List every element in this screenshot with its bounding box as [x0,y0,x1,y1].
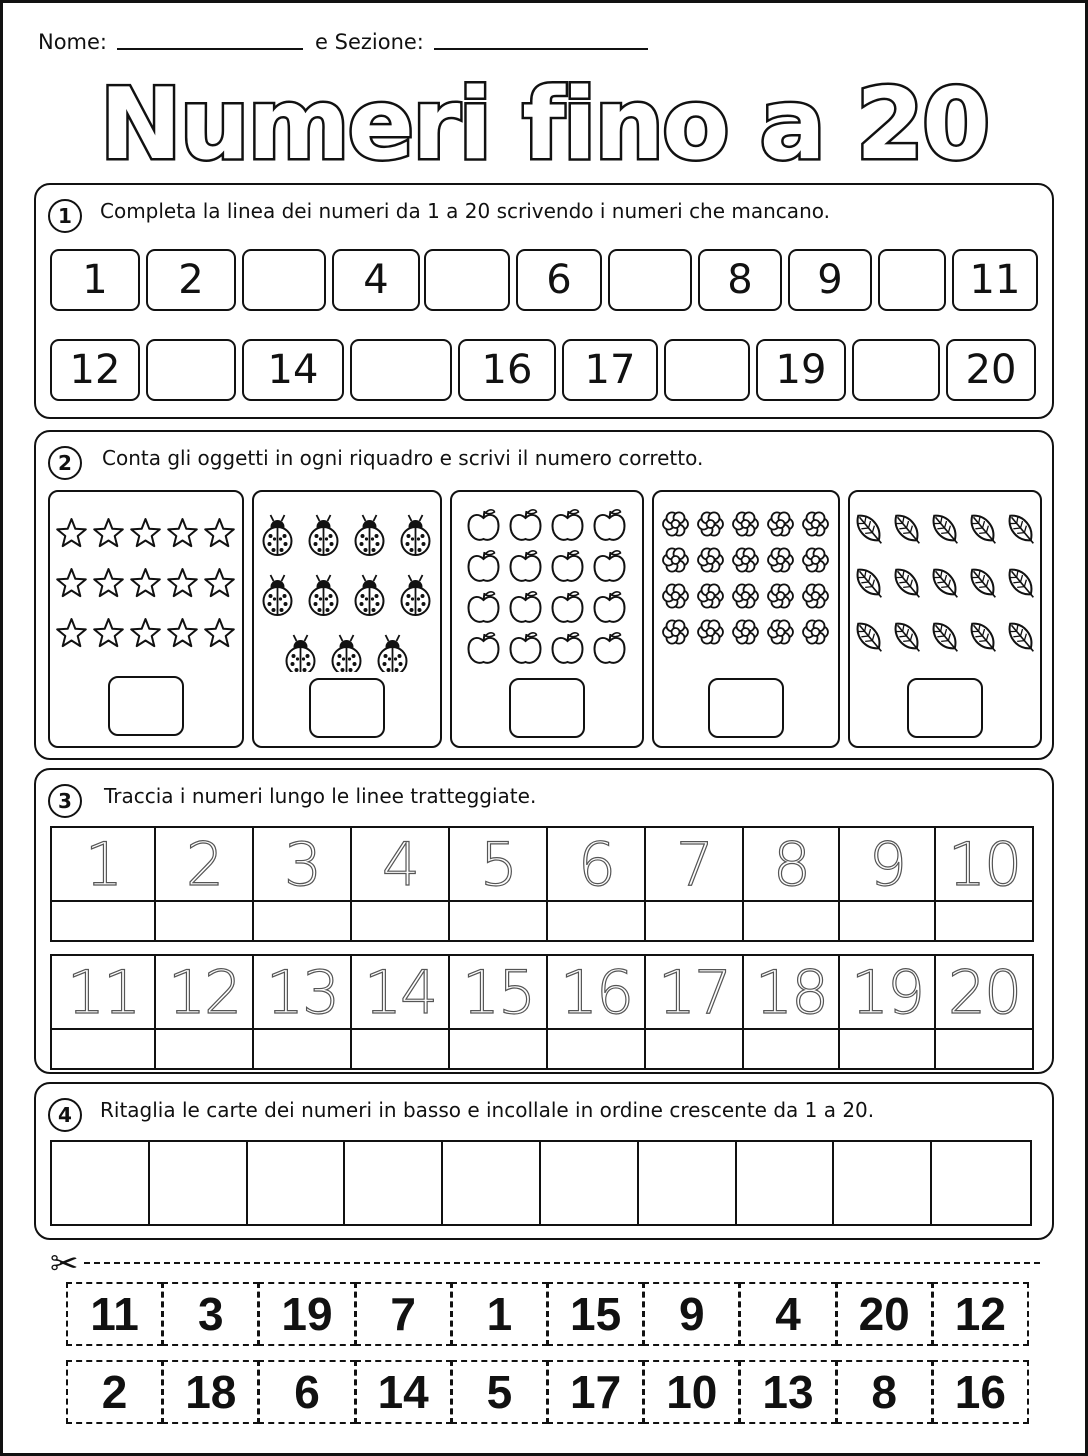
number-card[interactable]: 9 [643,1282,740,1346]
apple-icon [511,592,541,622]
flower-icon [803,512,828,535]
writing-line [646,1028,742,1030]
apple-icon [469,551,499,581]
trace-number[interactable]: 4 [381,830,419,900]
leaf-icon [852,510,888,548]
trace-cell [936,956,1032,1068]
trace-cell [936,828,1032,940]
trace-cell [840,828,936,940]
apple-icon [553,592,583,622]
ladybug-icon [310,515,338,555]
flower-icon [698,584,723,607]
trace-cell [52,828,156,940]
number-box: 4 [332,249,420,311]
trace-number[interactable]: 3 [283,830,321,900]
leaf-icon [966,618,1002,656]
answer-box[interactable] [309,678,385,738]
ladybug-icon [356,515,384,555]
star-icon [131,569,160,596]
star-icon [131,619,160,646]
number-card[interactable]: 20 [836,1282,933,1346]
star-icon [94,569,123,596]
apple-icon [511,510,541,540]
writing-line [254,1028,350,1030]
paste-grid [50,1140,1032,1226]
leaf-icon [1004,510,1039,548]
section-label: e Sezione: [315,30,424,54]
trace-number[interactable]: 2 [185,830,223,900]
number-card[interactable]: 10 [643,1360,740,1424]
star-icon [168,519,197,546]
flower-icon [768,584,793,607]
missing-number-box[interactable] [664,339,750,401]
number-card[interactable]: 11 [66,1282,163,1346]
section-3-instruction: Traccia i numeri lungo le linee tratteggiate. [104,784,537,808]
missing-number-box[interactable] [146,339,236,401]
objects-group [452,492,641,672]
paste-cell[interactable] [541,1142,639,1224]
star-icon [131,519,160,546]
number-card[interactable]: 13 [739,1360,836,1424]
star-icon [168,619,197,646]
trace-number[interactable]: 17 [657,958,731,1028]
leaf-icon [966,564,1002,602]
paste-cell[interactable] [737,1142,835,1224]
number-card[interactable]: 5 [451,1360,548,1424]
paste-cell[interactable] [52,1142,150,1224]
flower-icon [733,584,758,607]
writing-line [548,900,644,902]
apple-icon [511,551,541,581]
objects-group [254,492,439,672]
flower-icon [803,548,828,571]
writing-line [548,1028,644,1030]
number-card[interactable]: 14 [355,1360,452,1424]
leaf-icon [890,564,926,602]
flower-icon [733,512,758,535]
apple-icon [553,633,583,663]
answer-box[interactable] [708,678,784,738]
writing-line [936,900,1032,902]
page-title-text: Numeri fino a 20 [99,68,989,174]
paste-cell[interactable] [443,1142,541,1224]
section-4-badge: 4 [48,1098,82,1132]
number-card[interactable]: 6 [258,1360,355,1424]
leaf-icon [1004,618,1039,656]
apple-icon [553,551,583,581]
leaf-icon [852,564,888,602]
section-field[interactable] [434,48,648,50]
number-box: 17 [562,339,658,401]
star-icon [205,569,234,596]
section-ordering [34,1082,1054,1240]
leaf-icon [928,618,964,656]
leaf-icon [1004,564,1039,602]
flower-icon [768,548,793,571]
trace-number[interactable]: 10 [947,830,1021,900]
number-card[interactable]: 1 [451,1282,548,1346]
objects-group [850,492,1039,672]
apple-icon [511,633,541,663]
trace-cell [254,828,352,940]
flower-icon [733,620,758,643]
star-icon [57,569,86,596]
number-card[interactable]: 3 [162,1282,259,1346]
ladybug-icon [287,635,315,672]
writing-line [450,1028,546,1030]
trace-cell [352,828,450,940]
number-box: 20 [946,339,1036,401]
missing-number-box[interactable] [242,249,326,311]
trace-cell [744,956,840,1068]
missing-number-box[interactable] [852,339,940,401]
leaf-icon [890,510,926,548]
apple-icon [553,510,583,540]
number-card[interactable]: 7 [355,1282,452,1346]
flower-icon [663,584,688,607]
number-card[interactable]: 12 [932,1282,1029,1346]
paste-cell[interactable] [932,1142,1030,1224]
writing-line [52,1028,154,1030]
number-box: 6 [516,249,602,311]
flower-icon [698,620,723,643]
leaf-icon [928,564,964,602]
flower-icon [803,584,828,607]
flower-icon [768,512,793,535]
number-box: 1 [50,249,140,311]
writing-line [744,1028,838,1030]
number-card[interactable]: 17 [547,1360,644,1424]
answer-box[interactable] [509,678,585,738]
star-icon [57,619,86,646]
paste-cell[interactable] [248,1142,346,1224]
trace-number[interactable]: 20 [947,958,1021,1028]
objects-group [50,492,241,672]
writing-line [936,1028,1032,1030]
writing-line [352,1028,448,1030]
paste-cell[interactable] [345,1142,443,1224]
trace-number[interactable]: 11 [66,958,140,1028]
leaf-icon [928,510,964,548]
paste-cell[interactable] [150,1142,248,1224]
section-tracing [34,768,1054,1074]
apple-icon [469,633,499,663]
trace-number[interactable]: 15 [461,958,535,1028]
trace-number[interactable]: 8 [772,830,810,900]
paste-cell[interactable] [834,1142,932,1224]
leaf-icon [852,618,888,656]
writing-line [352,900,448,902]
section-1-badge: 1 [48,199,82,233]
trace-number[interactable]: 9 [868,830,906,900]
number-card[interactable]: 19 [258,1282,355,1346]
ladybug-icon [379,635,407,672]
name-row [38,24,660,54]
ladybug-icon [402,515,430,555]
answer-box[interactable] [108,676,184,736]
answer-box[interactable] [907,678,983,738]
star-icon [94,519,123,546]
star-icon [57,519,86,546]
cut-line [84,1262,1040,1264]
flower-icon [663,620,688,643]
writing-line [156,900,252,902]
apple-icon [595,592,625,622]
apple-icon [595,510,625,540]
star-icon [205,519,234,546]
flower-icon [698,512,723,535]
trace-number[interactable]: 5 [479,830,517,900]
section-counting [34,430,1054,760]
trace-cell [254,956,352,1068]
section-number-line [34,183,1054,419]
trace-cell [156,828,254,940]
paste-cell[interactable] [639,1142,737,1224]
leaf-icon [890,618,926,656]
ladybug-icon [356,575,384,615]
trace-number[interactable]: 18 [754,958,828,1028]
writing-line [646,900,742,902]
flower-icon [663,512,688,535]
writing-line [52,900,154,902]
leaf-icon [966,510,1002,548]
section-2-instruction: Conta gli oggetti in ogni riquadro e scrivi il numero corretto. [102,446,704,470]
trace-cell [744,828,840,940]
flower-icon [803,620,828,643]
number-box: 14 [242,339,344,401]
ladybug-icon [333,635,361,672]
ladybug-icon [264,515,292,555]
writing-line [450,900,546,902]
writing-line [840,900,934,902]
counting-panel [252,490,442,748]
trace-cell [352,956,450,1068]
number-card[interactable]: 18 [162,1360,259,1424]
missing-number-box[interactable] [878,249,946,311]
trace-number[interactable]: 1 [84,830,122,900]
number-card[interactable]: 2 [66,1360,163,1424]
objects-group [654,492,837,672]
trace-cell [450,956,548,1068]
trace-row-1 [50,826,1034,942]
trace-cell [840,956,936,1068]
flower-icon [698,548,723,571]
trace-number[interactable]: 14 [363,958,437,1028]
counting-panel [450,490,644,748]
trace-cell [646,956,744,1068]
trace-cell [646,828,744,940]
apple-icon [469,510,499,540]
number-box: 16 [458,339,556,401]
number-box: 2 [146,249,236,311]
ladybug-icon [402,575,430,615]
writing-line [744,900,838,902]
ladybug-icon [310,575,338,615]
number-box: 12 [50,339,140,401]
name-label: Nome: [38,30,108,54]
apple-icon [595,633,625,663]
trace-cell [156,956,254,1068]
flower-icon [733,548,758,571]
trace-cell [52,956,156,1068]
missing-number-box[interactable] [424,249,510,311]
writing-line [840,1028,934,1030]
flower-icon [663,548,688,571]
missing-number-box[interactable] [608,249,692,311]
trace-number[interactable]: 6 [577,830,615,900]
section-4-instruction: Ritaglia le carte dei numeri in basso e incollale in ordine crescente da 1 a 20. [100,1098,875,1122]
name-field[interactable] [117,48,303,50]
writing-line [254,900,350,902]
trace-number[interactable]: 12 [167,958,241,1028]
number-card[interactable]: 8 [836,1360,933,1424]
trace-cell [548,956,646,1068]
ladybug-icon [264,575,292,615]
section-3-badge: 3 [48,784,82,818]
number-box: 8 [698,249,782,311]
star-icon [94,619,123,646]
number-card[interactable]: 15 [547,1282,644,1346]
trace-number[interactable]: 13 [265,958,339,1028]
trace-row-2 [50,954,1034,1070]
trace-number[interactable]: 7 [675,830,713,900]
trace-number[interactable]: 19 [850,958,924,1028]
number-box: 19 [756,339,846,401]
star-icon [168,569,197,596]
apple-icon [595,551,625,581]
trace-cell [548,828,646,940]
apple-icon [469,592,499,622]
number-card[interactable]: 4 [739,1282,836,1346]
counting-panel [48,490,244,748]
number-card[interactable]: 16 [932,1360,1029,1424]
trace-cell [450,828,548,940]
missing-number-box[interactable] [350,339,452,401]
star-icon [205,619,234,646]
counting-panel [848,490,1042,748]
section-1-instruction: Completa la linea dei numeri da 1 a 20 scrivendo i numeri che mancano. [100,199,830,223]
trace-number[interactable]: 16 [559,958,633,1028]
counting-panel [652,490,840,748]
page-title [0,62,1088,174]
section-2-badge: 2 [48,446,82,480]
number-box: 11 [952,249,1038,311]
number-box: 9 [788,249,872,311]
scissors-icon: ✂ [50,1244,79,1284]
writing-line [156,1028,252,1030]
flower-icon [768,620,793,643]
